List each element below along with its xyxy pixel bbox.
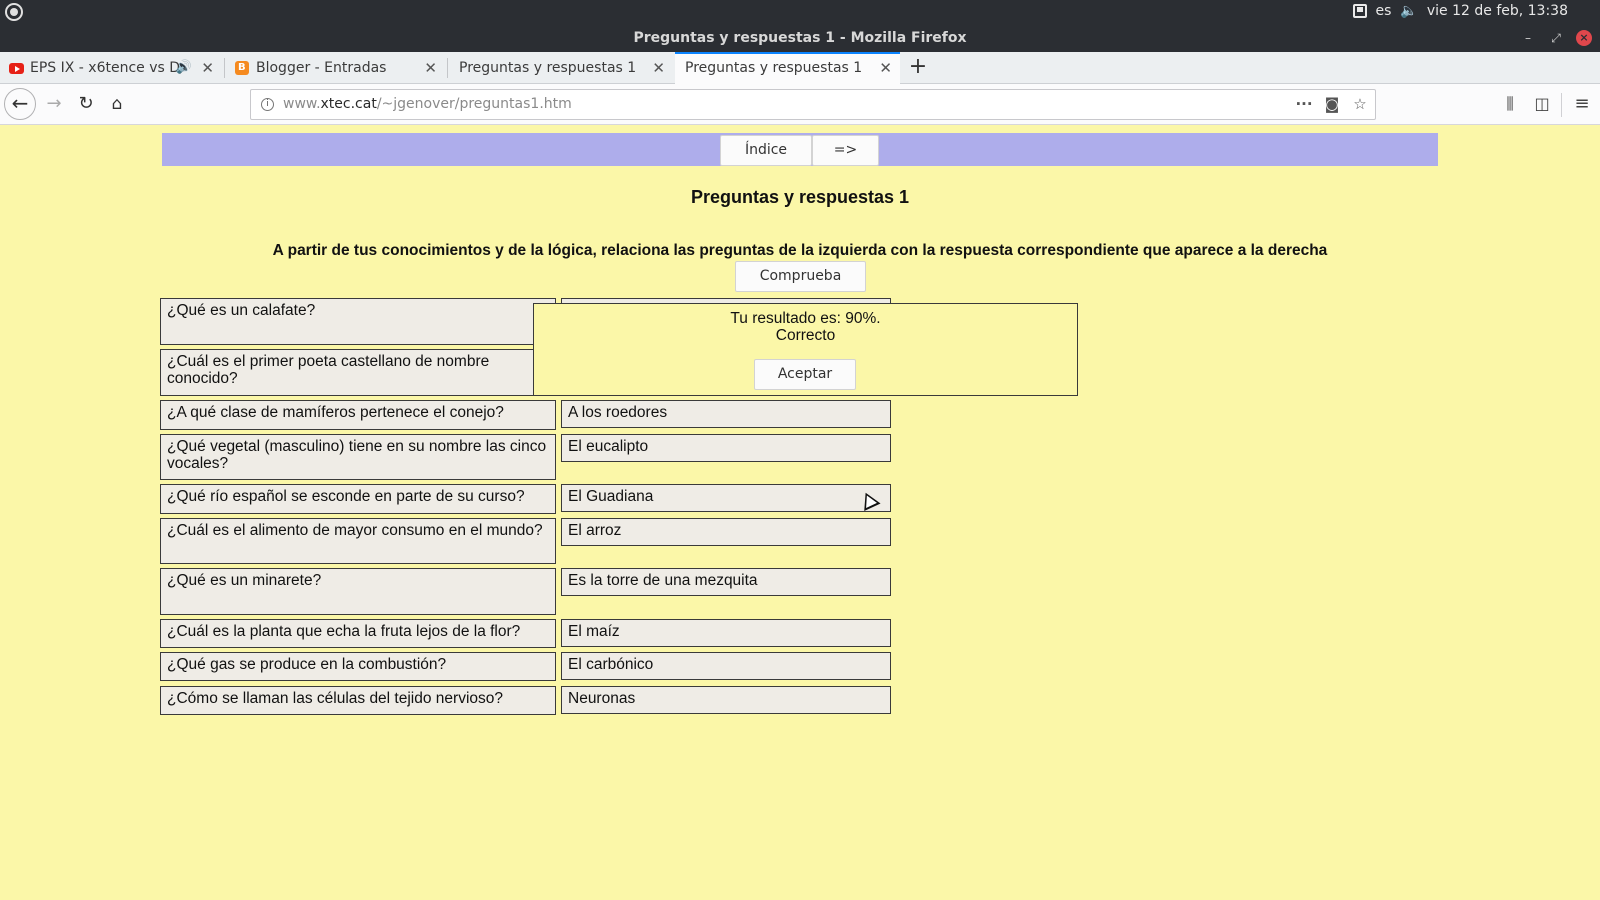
site-info-icon[interactable]: i xyxy=(261,98,274,111)
window-title: Preguntas y respuestas 1 - Mozilla Firefox xyxy=(633,30,967,46)
window-titlebar xyxy=(0,25,1600,52)
new-tab-button[interactable]: + xyxy=(908,54,928,79)
tab-blogger[interactable] xyxy=(226,52,445,84)
tab-label: Preguntas y respuestas 1 xyxy=(459,60,637,76)
sidebar-icon[interactable]: ◫ xyxy=(1534,94,1550,113)
back-button[interactable]: ← xyxy=(4,88,36,120)
blogger-icon xyxy=(235,61,249,75)
question-cell: ¿Cómo se llaman las células del tejido nervioso? xyxy=(160,686,556,715)
speaker-icon[interactable]: 🔊 xyxy=(175,60,192,75)
reload-button[interactable]: ↻ xyxy=(78,93,94,114)
url-prefix: www. xyxy=(283,96,321,112)
answer-slot[interactable]: Es la torre de una mezquita xyxy=(561,568,891,596)
system-tray xyxy=(1353,3,1569,19)
answer-slot[interactable]: El eucalipto xyxy=(561,434,891,462)
question-cell: ¿Qué río español se esconde en parte de su curso? xyxy=(160,484,556,514)
os-menu-icon[interactable] xyxy=(5,3,23,21)
toolbar-separator xyxy=(1561,93,1562,117)
bookmark-star-icon[interactable]: ☆ xyxy=(1353,95,1367,113)
result-score: Tu resultado es: 90%. xyxy=(730,310,881,327)
tab-separator xyxy=(224,58,225,78)
youtube-icon xyxy=(9,63,24,74)
instructions: A partir de tus conocimientos y de la lógica, relaciona las preguntas de la izquierda con la respuesta correspondiente que aparece a la derecha xyxy=(272,242,1328,259)
tab-label: Preguntas y respuestas 1 xyxy=(685,60,863,76)
screenshot-tray-icon[interactable] xyxy=(1353,4,1367,18)
page-nav-band xyxy=(162,133,1438,166)
question-cell: ¿Qué vegetal (masculino) tiene en su nombre las cinco vocales? xyxy=(160,434,556,480)
tab-label: Blogger - Entradas xyxy=(256,60,387,76)
url-path: /~jgenover/preguntas1.htm xyxy=(376,96,572,112)
clock[interactable]: vie 12 de feb, 13:38 xyxy=(1426,3,1568,19)
answer-slot[interactable]: El maíz xyxy=(561,619,891,647)
question-cell: ¿Cuál es el primer poeta castellano de nombre conocido? xyxy=(160,349,556,396)
tab-close-icon[interactable]: ✕ xyxy=(652,59,665,77)
answer-slot[interactable]: El carbónico xyxy=(561,652,891,680)
question-cell: ¿Cuál es la planta que echa la fruta lejos de la flor? xyxy=(160,619,556,648)
next-button[interactable]: => xyxy=(812,135,879,166)
tab-separator xyxy=(447,58,448,78)
navigation-toolbar xyxy=(0,84,1600,125)
volume-icon[interactable]: 🔈 xyxy=(1400,3,1418,19)
accept-button[interactable]: Aceptar xyxy=(754,359,856,390)
answer-slot[interactable]: El Guadiana xyxy=(561,484,891,512)
question-cell: ¿A qué clase de mamíferos pertenece el conejo? xyxy=(160,400,556,430)
maximize-button[interactable]: ⤢ xyxy=(1551,31,1561,45)
keyboard-language[interactable]: es xyxy=(1375,3,1392,19)
index-button[interactable]: Índice xyxy=(720,135,812,166)
tab-label: EPS IX - x6tence vs D xyxy=(30,60,180,76)
minimize-button[interactable]: – xyxy=(1525,31,1531,45)
forward-button[interactable]: → xyxy=(46,93,62,114)
menu-icon[interactable]: ≡ xyxy=(1574,93,1590,114)
url-text[interactable] xyxy=(283,90,572,119)
tab-strip xyxy=(0,52,1600,84)
home-button[interactable]: ⌂ xyxy=(111,94,123,114)
os-top-bar xyxy=(0,0,1600,25)
tab-youtube[interactable] xyxy=(0,52,222,84)
close-window-button[interactable]: × xyxy=(1576,30,1592,46)
url-domain: xtec.cat xyxy=(320,96,377,112)
question-cell: ¿Qué es un minarete? xyxy=(160,568,556,615)
pocket-icon[interactable]: ◙ xyxy=(1324,95,1340,113)
answer-slot[interactable]: El arroz xyxy=(561,518,891,546)
check-button[interactable]: Comprueba xyxy=(735,261,866,292)
tab-close-icon[interactable]: ✕ xyxy=(879,59,892,77)
result-status: Correcto xyxy=(775,327,836,344)
question-cell: ¿Cuál es el alimento de mayor consumo en el mundo? xyxy=(160,518,556,564)
library-icon[interactable]: ⫼ xyxy=(1506,94,1514,113)
tab-close-icon[interactable]: ✕ xyxy=(424,59,437,77)
page-content xyxy=(0,125,1600,900)
answer-slot[interactable]: A los roedores xyxy=(561,400,891,428)
url-bar[interactable] xyxy=(250,89,1376,120)
answer-slot[interactable]: Neuronas xyxy=(561,686,891,714)
page-actions-icon[interactable]: ··· xyxy=(1295,95,1313,113)
tab-preguntas-active[interactable] xyxy=(675,52,900,84)
result-dialog xyxy=(533,303,1078,396)
question-cell: ¿Qué gas se produce en la combustión? xyxy=(160,652,556,681)
question-cell: ¿Qué es un calafate? xyxy=(160,298,556,345)
tab-close-icon[interactable]: ✕ xyxy=(201,59,214,77)
page-title: Preguntas y respuestas 1 xyxy=(690,187,910,207)
tab-preguntas-1[interactable] xyxy=(449,52,673,84)
